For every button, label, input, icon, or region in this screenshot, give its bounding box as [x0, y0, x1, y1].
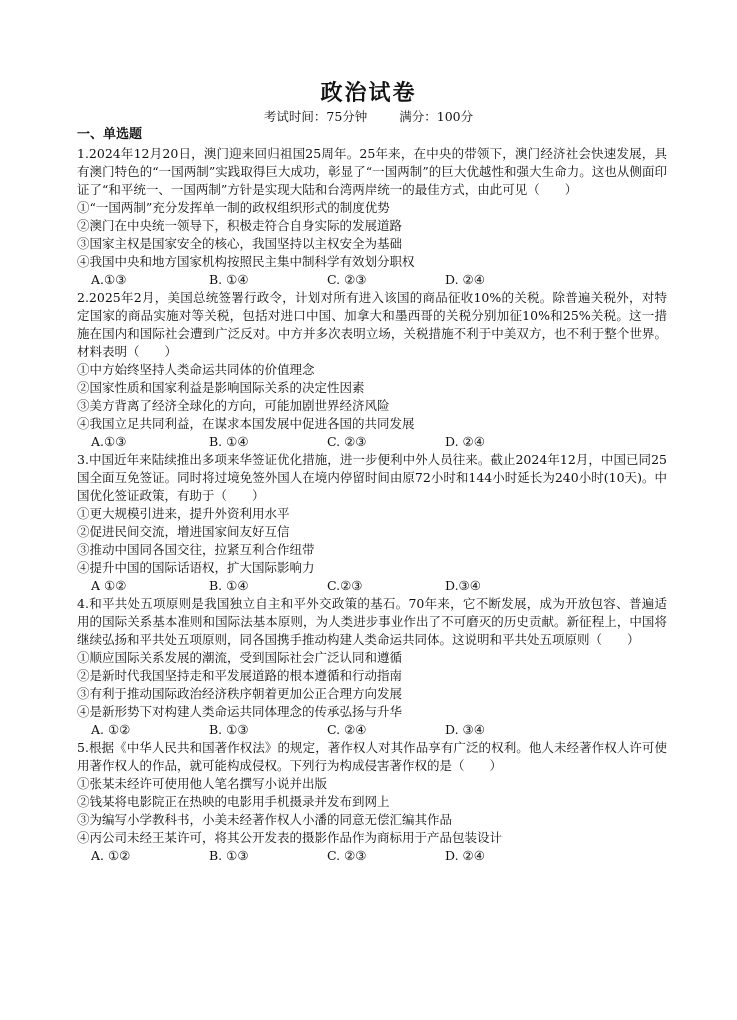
question-4	[77, 595, 667, 739]
statement-option: ③美方背离了经济全球化的方向，可能加剧世界经济风险	[77, 398, 390, 413]
answer-choice-b: B. ①④	[209, 578, 249, 593]
question-stem: 3.中国近年来陆续推出多项来华签证优化措施，进一步便利中外人员往来。截止2024年12月，中国已同25国全面互免签证。同时将过境免签外国人在境内停留时间由原72小时和144小时延长为240小时(10天)。中国优化签证政策，有助于（ ）	[77, 452, 667, 503]
answer-choice-c: C. ②③	[327, 272, 367, 287]
answer-choices	[91, 433, 667, 451]
answer-choices	[91, 721, 667, 739]
answer-choice-a: A.①③	[91, 434, 127, 449]
answer-choices	[91, 577, 667, 595]
statement-option: ③为编写小学教科书，小美未经著作权人小潘的同意无偿汇编其作品	[77, 812, 453, 827]
statement-option: ①中方始终坚持人类命运共同体的价值理念	[77, 362, 315, 377]
question-stem: 5.根据《中华人民共和国著作权法》的规定，著作权人对其作品享有广泛的权利。他人未经著作权人许可使用著作权人的作品，就可能构成侵权。下列行为构成侵害著作权的是（ ）	[77, 740, 667, 773]
statement-option: ②国家性质和国家利益是影响国际关系的决定性因素	[77, 380, 365, 395]
section-heading: 一、单选题	[77, 127, 143, 142]
answer-choice-c: C. ②④	[327, 722, 367, 737]
statement-option: ④提升中国的国际话语权，扩大国际影响力	[77, 560, 315, 575]
statement-option: ④是新形势下对构建人类命运共同体理念的传承弘扬与升华	[77, 704, 403, 719]
answer-choice-b: B. ①④	[209, 272, 249, 287]
statement-option: ②是新时代我国坚持走和平发展道路的根本遵循和行动指南	[77, 668, 403, 683]
statement-option: ③国家主权是国家安全的核心，我国坚持以主权安全为基础	[77, 236, 403, 251]
answer-choice-c: C.②③	[327, 578, 363, 593]
answer-choice-a: A. ①②	[91, 848, 131, 863]
exam-time: 考试时间：75分钟	[263, 109, 368, 124]
answer-choice-b: B. ①③	[209, 848, 249, 863]
answer-choices	[91, 847, 667, 865]
answer-choice-c: C. ②③	[327, 434, 367, 449]
full-score: 满分：100分	[399, 109, 474, 124]
statement-option: ①“一国两制”充分发挥单一制的政权组织形式的制度优势	[77, 200, 390, 215]
question-stem: 4.和平共处五项原则是我国独立自主和平外交政策的基石。70年来，它不断发展，成为开放包容、普遍适用的国际关系基本准则和国际法基本原则，为人类进步事业作出了不可磨灭的历史贡献。新征程上，中国将继续弘扬和平共处五项原则，同各国携手推动构建人类命运共同体。这说明和平共处五项原则（ ）	[77, 596, 667, 647]
exam-meta	[0, 108, 737, 126]
answer-choice-a: A. ①②	[91, 722, 131, 737]
statement-option: ②澳门在中央统一领导下，积极走符合自身实际的发展道路	[77, 218, 403, 233]
statement-option: ④我国中央和地方国家机构按照民主集中制科学有效划分职权	[77, 254, 415, 269]
statement-option: ③推动中国同各国交往，拉紧互利合作纽带	[77, 542, 315, 557]
answer-choice-c: C. ②③	[327, 848, 367, 863]
statement-option: ④丙公司未经王某许可，将其公开发表的摄影作品作为商标用于产品包装设计	[77, 830, 503, 845]
question-5	[77, 739, 667, 865]
answer-choice-d: D.③④	[445, 578, 481, 593]
question-2	[77, 289, 667, 451]
question-3	[77, 451, 667, 595]
statement-option: ②钱某将电影院正在热映的电影用手机摄录并发布到网上	[77, 794, 390, 809]
statement-option: ③有利于推动国际政治经济秩序朝着更加公正合理方向发展	[77, 686, 403, 701]
answer-choice-d: D. ②④	[445, 434, 485, 449]
statement-option: ①顺应国际关系发展的潮流，受到国际社会广泛认同和遵循	[77, 650, 403, 665]
question-stem: 1.2024年12月20日，澳门迎来回归祖国25周年。25年来，在中央的带领下，澳门经济社会快速发展，具有澳门特色的“一国两制”实践取得巨大成功，彰显了“一国两制”的巨大优越性和强大生命力。这也从侧面印证了“和平统一、一国两制”方针是实现大陆和台湾两岸统一的最佳方式，由此可见（ ）	[77, 146, 667, 197]
question-stem: 2.2025年2月，美国总统签署行政令，计划对所有进入该国的商品征收10%的关税。除普遍关税外，对特定国家的商品实施对等关税，包括对进口中国、加拿大和墨西哥的关税分别加征10%和25%关税。这一措施在国内和国际社会遭到广泛反对。中方并多次表明立场，关税措施不利于中美双方，也不利于整个世界。材料表明（ ）	[77, 290, 667, 359]
statement-option: ④我国立足共同利益，在谋求本国发展中促进各国的共同发展	[77, 416, 415, 431]
answer-choice-d: D. ②④	[445, 848, 485, 863]
answer-choice-d: D. ②④	[445, 272, 485, 287]
question-list	[77, 145, 667, 865]
statement-option: ②促进民间交流，增进国家间友好互信	[77, 524, 290, 539]
answer-choice-d: D. ③④	[445, 722, 485, 737]
answer-choices	[91, 271, 667, 289]
answer-choice-b: B. ①③	[209, 722, 249, 737]
statement-option: ①张某未经许可使用他人笔名撰写小说并出版	[77, 776, 328, 791]
statement-option: ①更大规模引进来，提升外资利用水平	[77, 506, 290, 521]
answer-choice-b: B. ①④	[209, 434, 249, 449]
page-title: 政治试卷	[320, 80, 417, 106]
answer-choice-a: A ①②	[91, 578, 127, 593]
question-1	[77, 145, 667, 289]
answer-choice-a: A.①③	[91, 272, 127, 287]
